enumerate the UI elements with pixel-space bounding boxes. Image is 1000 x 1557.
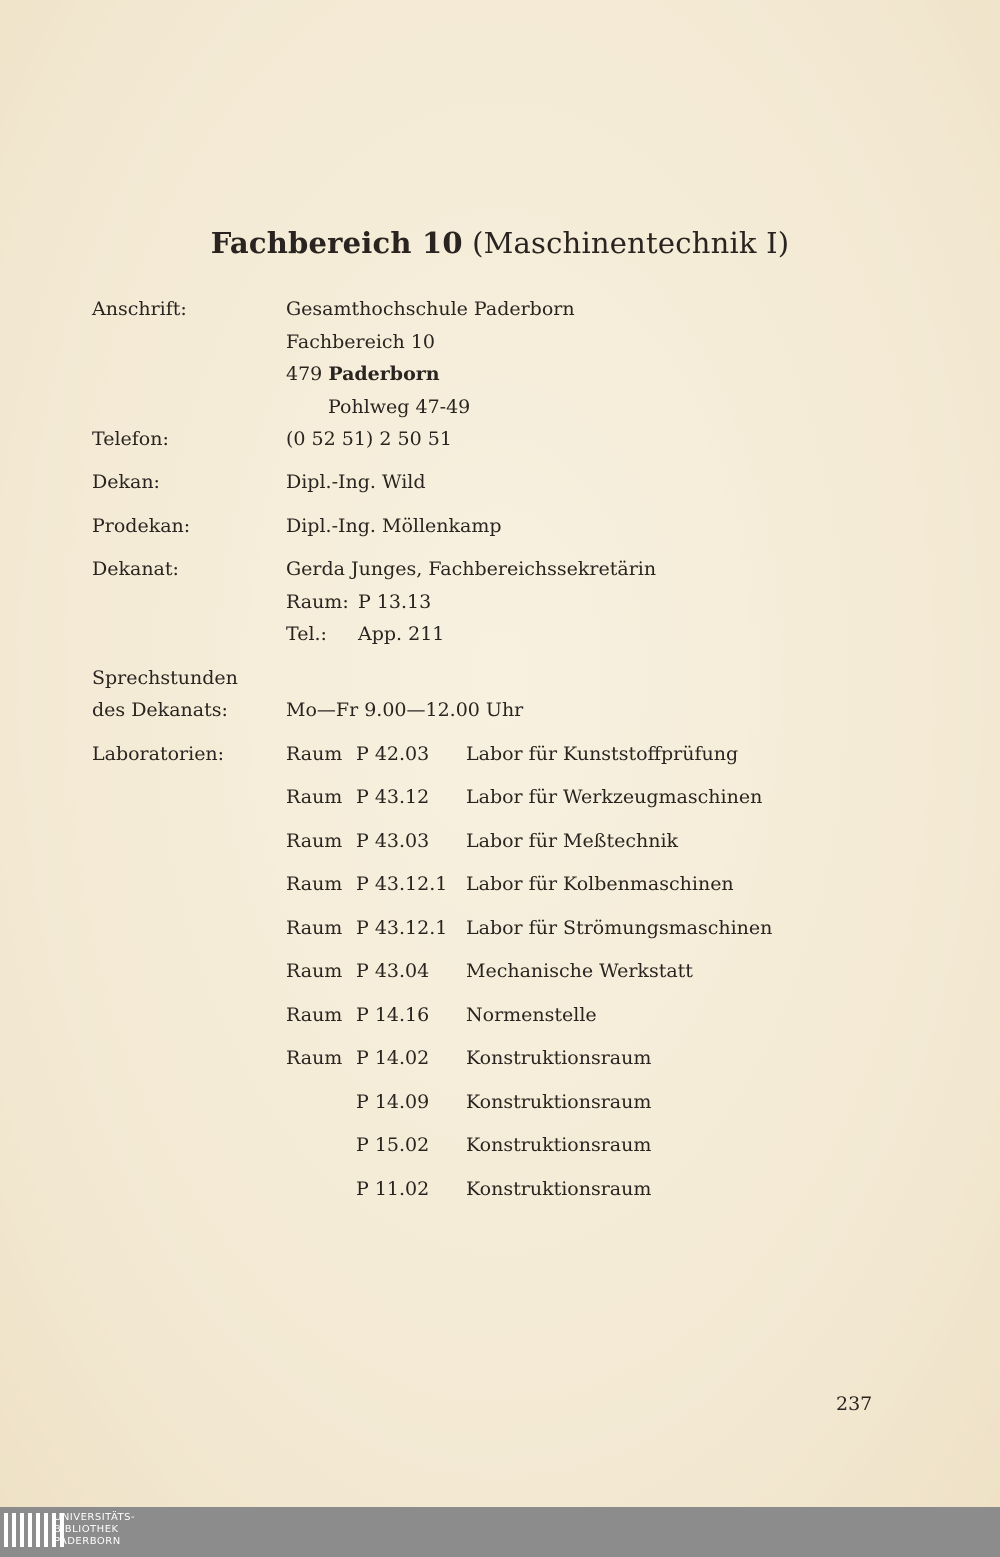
library-line-2: BIBLIOTHEK xyxy=(54,1524,119,1535)
lab-raum: Raum xyxy=(286,1047,343,1069)
lab-description: Konstruktionsraum xyxy=(466,1091,652,1113)
lab-description: Konstruktionsraum xyxy=(466,1134,652,1156)
laboratorien-label: Laboratorien: xyxy=(92,743,225,765)
sprechstunden-value: Mo—Fr 9.00—12.00 Uhr xyxy=(286,699,524,721)
prodekan-value: Dipl.-Ing. Möllenkamp xyxy=(286,515,502,537)
lab-raum: Raum xyxy=(286,743,343,765)
lab-number: P 43.03 xyxy=(356,830,430,852)
lab-raum: Raum xyxy=(286,830,343,852)
anschrift-label: Anschrift: xyxy=(92,298,187,320)
lab-raum: Raum xyxy=(286,786,343,808)
lab-raum: Raum xyxy=(286,960,343,982)
address-line-2: Fachbereich 10 xyxy=(286,331,436,353)
lab-number: P 43.12.1 xyxy=(356,873,448,895)
telefon-value: (0 52 51) 2 50 51 xyxy=(286,428,452,450)
library-line-3: PADERBORN xyxy=(54,1536,121,1547)
dekanat-label: Dekanat: xyxy=(92,558,179,580)
lab-number: P 15.02 xyxy=(356,1134,430,1156)
lab-raum: Raum xyxy=(286,917,343,939)
city: Paderborn xyxy=(328,363,440,385)
lab-description: Konstruktionsraum xyxy=(466,1047,652,1069)
page-number: 237 xyxy=(836,1393,873,1415)
dekanat-name: Gerda Junges, Fachbereichssekretärin xyxy=(286,558,657,580)
prodekan-label: Prodekan: xyxy=(92,515,191,537)
sprechstunden-label-1: Sprechstunden xyxy=(92,667,238,689)
telefon-label: Telefon: xyxy=(92,428,169,450)
lab-description: Konstruktionsraum xyxy=(466,1178,652,1200)
title-rest: (Maschinentechnik I) xyxy=(472,226,790,260)
sprechstunden-label-2: des Dekanats: xyxy=(92,699,228,721)
lab-description: Labor für Meßtechnik xyxy=(466,830,679,852)
dekan-value: Dipl.-Ing. Wild xyxy=(286,471,426,493)
lab-number: P 14.02 xyxy=(356,1047,430,1069)
lab-description: Labor für Kunststoffprüfung xyxy=(466,743,739,765)
address-line-3 xyxy=(286,362,440,386)
lab-description: Labor für Werkzeugmaschinen xyxy=(466,786,763,808)
lab-description: Normenstelle xyxy=(466,1004,597,1026)
page-title xyxy=(0,226,1000,260)
lab-description: Mechanische Werkstatt xyxy=(466,960,693,982)
lab-number: P 43.12.1 xyxy=(356,917,448,939)
dekanat-raum-value: P 13.13 xyxy=(358,591,432,613)
lab-number: P 11.02 xyxy=(356,1178,430,1200)
lab-description: Labor für Strömungsmaschinen xyxy=(466,917,773,939)
lab-raum: Raum xyxy=(286,873,343,895)
library-logo-text xyxy=(54,1512,135,1548)
lab-number: P 42.03 xyxy=(356,743,430,765)
dekanat-raum-label: Raum: xyxy=(286,591,349,613)
dekanat-tel-label: Tel.: xyxy=(286,623,327,645)
lab-description: Labor für Kolbenmaschinen xyxy=(466,873,734,895)
lab-number: P 43.04 xyxy=(356,960,430,982)
lab-number: P 14.09 xyxy=(356,1091,430,1113)
postal-code: 479 xyxy=(286,363,323,385)
lab-number: P 43.12 xyxy=(356,786,430,808)
dekan-label: Dekan: xyxy=(92,471,160,493)
lab-number: P 14.16 xyxy=(356,1004,430,1026)
title-bold: Fachbereich 10 xyxy=(210,226,463,260)
lab-raum: Raum xyxy=(286,1004,343,1026)
library-footer-bar xyxy=(0,1507,1000,1557)
dekanat-tel-value: App. 211 xyxy=(358,623,445,645)
library-line-1: UNIVERSITÄTS- xyxy=(54,1512,136,1523)
address-line-1: Gesamthochschule Paderborn xyxy=(286,298,575,320)
address-line-4: Pohlweg 47-49 xyxy=(328,396,471,418)
